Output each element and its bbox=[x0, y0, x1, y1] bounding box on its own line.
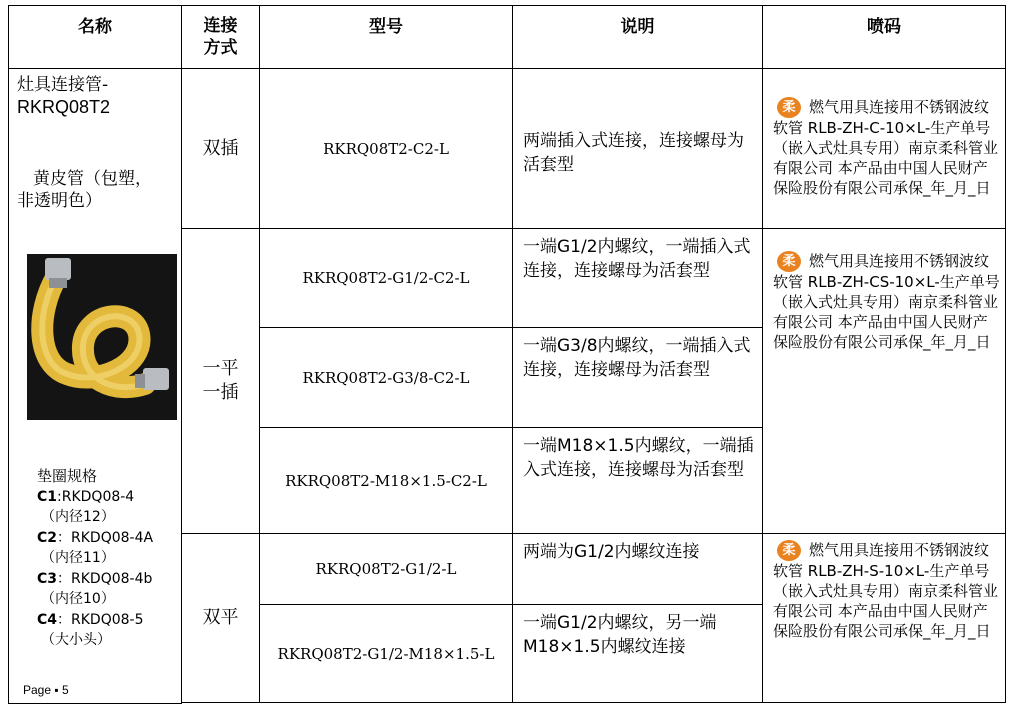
gasket-item-c2 bbox=[37, 528, 177, 549]
gasket-label: C3 bbox=[37, 570, 58, 587]
connection-type-flat-insert bbox=[182, 229, 260, 534]
gasket-code: RKDQ08-5 bbox=[71, 611, 144, 628]
gasket-note: （内径12） bbox=[41, 509, 115, 525]
description-cell: 一端G3/8内螺纹，一端插入式连接，连接螺母为活套型 bbox=[513, 328, 763, 428]
gasket-item-c3 bbox=[37, 569, 177, 590]
connection-type-double-insert bbox=[182, 69, 260, 229]
model-cell: RKRQ08T2-G1/2-C2-L bbox=[260, 229, 513, 328]
gasket-sep: ： bbox=[57, 570, 72, 587]
spec-table bbox=[8, 5, 1006, 704]
rk-logo-icon: 柔 bbox=[777, 540, 801, 561]
header-model: 型号 bbox=[260, 6, 513, 69]
header-name: 名称 bbox=[9, 6, 182, 69]
gasket-code: RKDQ08-4b bbox=[71, 570, 153, 587]
header-spray-code: 喷码 bbox=[763, 6, 1006, 69]
gasket-label: C2 bbox=[37, 529, 58, 546]
spray-code-text: 燃气用具连接用不锈钢波纹软管 RLB-ZH-S-10×L-生产单号（嵌入式灶具专用）南京柔科管业有限公司 本产品由中国人民财产保险股份有限公司承保_年_月_日 bbox=[773, 541, 999, 640]
header-description: 说明 bbox=[513, 6, 763, 69]
model-cell: RKRQ08T2-C2-L bbox=[260, 69, 513, 229]
gasket-item-c1 bbox=[37, 487, 177, 508]
product-cell bbox=[9, 69, 182, 704]
header-connection bbox=[182, 6, 260, 69]
gasket-note: （内径10） bbox=[41, 591, 115, 607]
page-number: Page ▪ 5 bbox=[23, 682, 69, 697]
product-desc-line1: 黄皮管（包塑， bbox=[33, 169, 152, 189]
description-cell: 一端M18×1.5内螺纹，一端插入式连接，连接螺母为活套型 bbox=[513, 428, 763, 534]
gasket-label: C4 bbox=[37, 611, 58, 628]
description-cell: 一端G1/2内螺纹，一端插入式连接，连接螺母为活套型 bbox=[513, 229, 763, 328]
connection-label: 双平 bbox=[202, 607, 239, 628]
header-connection-line1: 连接 bbox=[203, 16, 238, 36]
model-cell: RKRQ08T2-M18×1.5-C2-L bbox=[260, 428, 513, 534]
connection-label: 一平 bbox=[202, 358, 239, 379]
model-cell: RKRQ08T2-G1/2-L bbox=[260, 534, 513, 605]
gasket-title: 垫圈规格 bbox=[37, 467, 98, 485]
gasket-sep: ： bbox=[57, 611, 72, 628]
description-cell: 两端插入式连接，连接螺母为活套型 bbox=[513, 69, 763, 229]
header-connection-line2: 方式 bbox=[203, 38, 238, 58]
product-code: RKRQ08T2 bbox=[17, 97, 111, 117]
spray-code-cell bbox=[763, 534, 1006, 703]
gasket-code: RKDQ08-4A bbox=[71, 529, 154, 546]
spray-code-text: 燃气用具连接用不锈钢波纹软管 RLB-ZH-C-10×L-生产单号（嵌入式灶具专用）南京柔科管业有限公司 本产品由中国人民财产保险股份有限公司承保_年_月_日 bbox=[773, 98, 999, 197]
description-cell: 两端为G1/2内螺纹连接 bbox=[513, 534, 763, 605]
hose-photo-icon bbox=[27, 254, 177, 420]
gasket-note: （内径11） bbox=[41, 550, 115, 566]
spray-code-cell bbox=[763, 69, 1006, 229]
rk-logo-icon: 柔 bbox=[777, 251, 801, 272]
gasket-spec bbox=[17, 466, 177, 651]
header-row bbox=[9, 6, 1006, 69]
connection-label: 一插 bbox=[202, 382, 239, 403]
gasket-sep: ： bbox=[57, 529, 72, 546]
model-cell: RKRQ08T2-G3/8-C2-L bbox=[260, 328, 513, 428]
product-name: 灶具连接管- bbox=[17, 75, 109, 95]
gasket-label: C1 bbox=[37, 488, 58, 505]
gasket-code: RKDQ08-4 bbox=[61, 488, 135, 505]
model-cell: RKRQ08T2-G1/2-M18×1.5-L bbox=[260, 605, 513, 703]
gasket-sep: : bbox=[57, 488, 62, 505]
gasket-note: （大小头） bbox=[41, 632, 111, 648]
connection-type-double-flat bbox=[182, 534, 260, 703]
description-cell: 一端G1/2内螺纹，另一端M18×1.5内螺纹连接 bbox=[513, 605, 763, 703]
spray-code-cell bbox=[763, 229, 1006, 534]
rk-logo-icon: 柔 bbox=[777, 97, 801, 118]
connection-label: 双插 bbox=[202, 137, 239, 159]
gasket-item-c4 bbox=[37, 610, 177, 631]
table-row bbox=[9, 69, 1006, 229]
product-desc-line2: 非透明色） bbox=[17, 191, 102, 211]
spray-code-text: 燃气用具连接用不锈钢波纹软管 RLB-ZH-CS-10×L-生产单号（嵌入式灶具专用）南京柔科管业有限公司 本产品由中国人民财产保险股份有限公司承保_年_月_日 bbox=[773, 252, 1000, 351]
